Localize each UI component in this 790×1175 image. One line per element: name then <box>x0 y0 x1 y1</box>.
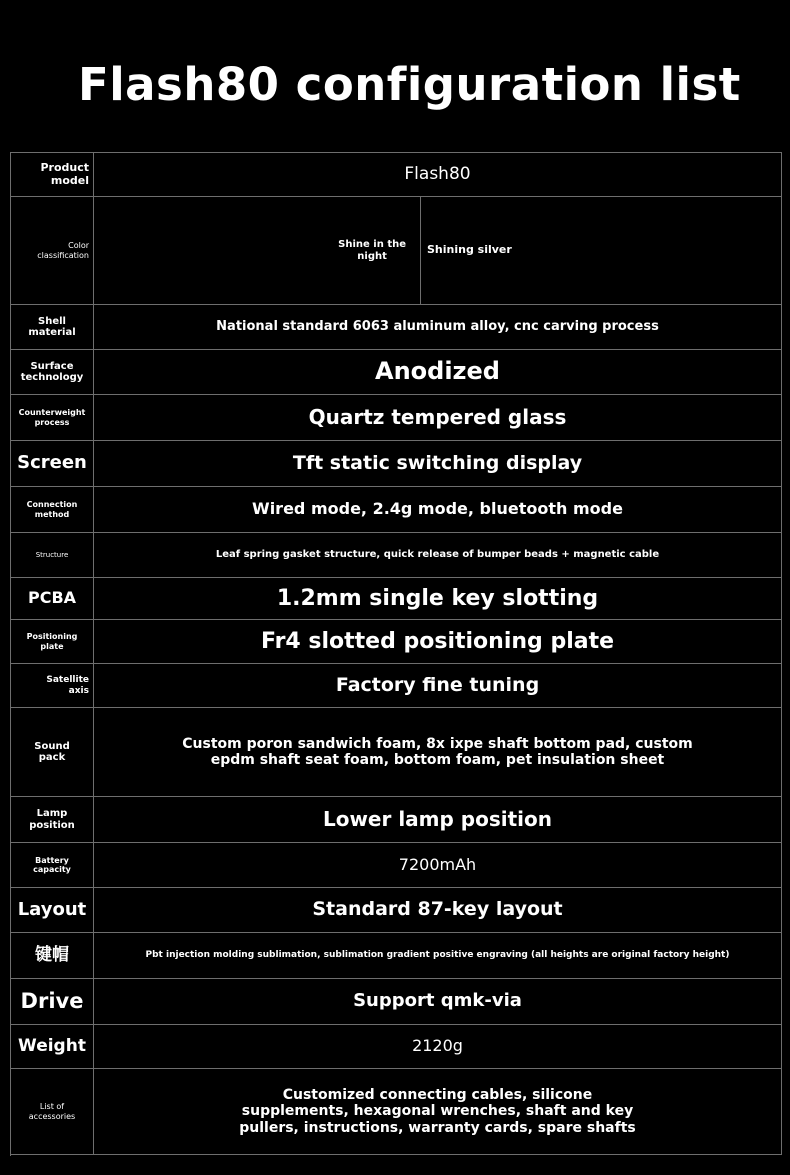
row-value-pcba: 1.2mm single key slotting <box>94 578 782 620</box>
row-value-satellite-axis: Factory fine tuning <box>94 664 782 708</box>
row-value-weight: 2120g <box>94 1025 782 1069</box>
page-title: Flash80 configuration list <box>78 58 741 111</box>
row-label-sound-pack: Sound pack <box>11 708 94 797</box>
row-value-accessories: Customized connecting cables, silicone supplements, hexagonal wrenches, shaft and key pullers, instructions, warranty cards, spare shafts <box>94 1069 782 1155</box>
row-value-color-classification <box>94 197 782 305</box>
row-value-layout: Standard 87-key layout <box>94 888 782 933</box>
row-label-product-model: Product model <box>11 153 94 197</box>
row-label-screen: Screen <box>11 441 94 487</box>
row-value-drive: Support qmk-via <box>94 979 782 1025</box>
row-value-structure: Leaf spring gasket structure, quick release of bumper beads + magnetic cable <box>94 533 782 578</box>
row-label-lamp-position: Lamp position <box>11 797 94 843</box>
row-value-surface-technology: Anodized <box>94 350 782 395</box>
row-value-connection-method: Wired mode, 2.4g mode, bluetooth mode <box>94 487 782 533</box>
row-label-counterweight-process: Counterweight process <box>11 395 94 441</box>
row-label-layout: Layout <box>11 888 94 933</box>
row-label-accessories: List of accessories <box>11 1069 94 1155</box>
row-value-sound-pack: Custom poron sandwich foam, 8x ixpe shaft bottom pad, custom epdm shaft seat foam, bottom foam, pet insulation sheet <box>94 708 782 797</box>
row-value-shell-material: National standard 6063 aluminum alloy, cnc carving process <box>94 305 782 350</box>
row-value-screen: Tft static switching display <box>94 441 782 487</box>
row-value-positioning-plate: Fr4 slotted positioning plate <box>94 620 782 664</box>
row-value-lamp-position: Lower lamp position <box>94 797 782 843</box>
row-label-surface-technology: Surface technology <box>11 350 94 395</box>
row-label-satellite-axis: Satellite axis <box>11 664 94 708</box>
row-label-keycaps: 键帽 <box>11 933 94 979</box>
color-option-shine-in-the-night: Shine in the night <box>94 197 421 304</box>
row-label-battery-capacity: Battery capacity <box>11 843 94 888</box>
row-label-color-classification: Color classification <box>11 197 94 305</box>
row-label-positioning-plate: Positioning plate <box>11 620 94 664</box>
row-value-battery-capacity: 7200mAh <box>94 843 782 888</box>
row-label-connection-method: Connection method <box>11 487 94 533</box>
row-value-product-model: Flash80 <box>94 153 782 197</box>
color-option-shining-silver: Shining silver <box>427 243 512 257</box>
row-value-keycaps: Pbt injection molding sublimation, sublimation gradient positive engraving (all heights are original factory height) <box>94 933 782 979</box>
row-label-drive: Drive <box>11 979 94 1025</box>
configuration-table <box>10 152 782 1156</box>
row-label-pcba: PCBA <box>11 578 94 620</box>
row-label-structure: Structure <box>11 533 94 578</box>
row-label-weight: Weight <box>11 1025 94 1069</box>
row-label-shell-material: Shell material <box>11 305 94 350</box>
row-value-counterweight-process: Quartz tempered glass <box>94 395 782 441</box>
